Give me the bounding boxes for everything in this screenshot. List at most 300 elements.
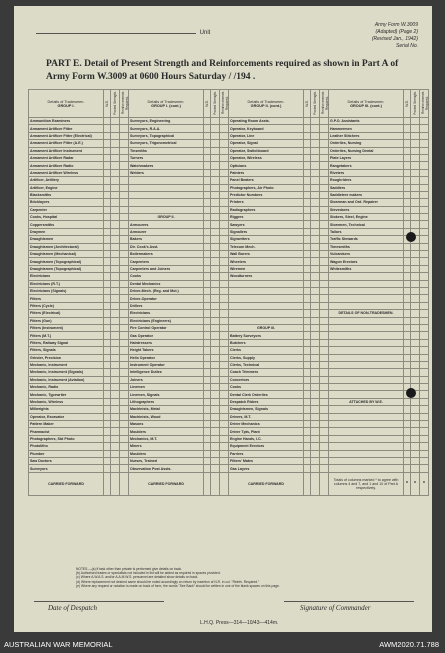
- entry-cell[interactable]: [104, 302, 111, 309]
- entry-cell[interactable]: [211, 169, 220, 176]
- entry-cell[interactable]: [320, 162, 329, 169]
- entry-cell[interactable]: [404, 435, 411, 442]
- entry-cell[interactable]: [320, 391, 329, 398]
- entry-cell[interactable]: [420, 125, 429, 132]
- entry-cell[interactable]: [304, 435, 311, 442]
- entry-cell[interactable]: [211, 228, 220, 235]
- entry-cell[interactable]: [104, 310, 111, 317]
- entry-cell[interactable]: [411, 339, 420, 346]
- entry-cell[interactable]: [411, 310, 420, 317]
- entry-cell[interactable]: [311, 398, 320, 405]
- entry-cell[interactable]: [111, 140, 120, 147]
- entry-cell[interactable]: [211, 199, 220, 206]
- entry-cell[interactable]: [120, 317, 129, 324]
- entry-cell[interactable]: [420, 413, 429, 420]
- entry-cell[interactable]: [411, 199, 420, 206]
- entry-cell[interactable]: [420, 354, 429, 361]
- entry-cell[interactable]: [120, 280, 129, 287]
- entry-cell[interactable]: [411, 457, 420, 464]
- entry-cell[interactable]: [411, 465, 420, 472]
- entry-cell[interactable]: [204, 295, 211, 302]
- entry-cell[interactable]: [320, 184, 329, 191]
- entry-cell[interactable]: [220, 265, 229, 272]
- entry-cell[interactable]: [420, 199, 429, 206]
- entry-cell[interactable]: [311, 457, 320, 464]
- entry-cell[interactable]: [204, 317, 211, 324]
- entry-cell[interactable]: [211, 273, 220, 280]
- entry-cell[interactable]: [220, 391, 229, 398]
- entry-cell[interactable]: [204, 206, 211, 213]
- entry-cell[interactable]: [220, 206, 229, 213]
- entry-cell[interactable]: [211, 317, 220, 324]
- entry-cell[interactable]: [120, 406, 129, 413]
- entry-cell[interactable]: [404, 421, 411, 428]
- entry-cell[interactable]: [311, 339, 320, 346]
- entry-cell[interactable]: [220, 169, 229, 176]
- entry-cell[interactable]: [411, 295, 420, 302]
- entry-cell[interactable]: [304, 295, 311, 302]
- entry-cell[interactable]: [311, 162, 320, 169]
- entry-cell[interactable]: [420, 169, 429, 176]
- entry-cell[interactable]: [211, 177, 220, 184]
- entry-cell[interactable]: [220, 147, 229, 154]
- entry-cell[interactable]: [420, 118, 429, 125]
- entry-cell[interactable]: [220, 162, 229, 169]
- entry-cell[interactable]: [204, 258, 211, 265]
- entry-cell[interactable]: [311, 169, 320, 176]
- entry-cell[interactable]: [404, 251, 411, 258]
- entry-cell[interactable]: [311, 347, 320, 354]
- entry-cell[interactable]: [111, 332, 120, 339]
- entry-cell[interactable]: [111, 221, 120, 228]
- entry-cell[interactable]: [311, 465, 320, 472]
- entry-cell[interactable]: [211, 347, 220, 354]
- entry-cell[interactable]: [204, 140, 211, 147]
- entry-cell[interactable]: [120, 384, 129, 391]
- entry-cell[interactable]: [311, 376, 320, 383]
- entry-cell[interactable]: [411, 184, 420, 191]
- entry-cell[interactable]: [420, 391, 429, 398]
- entry-cell[interactable]: [304, 465, 311, 472]
- entry-cell[interactable]: [111, 324, 120, 331]
- entry-cell[interactable]: [420, 214, 429, 221]
- entry-cell[interactable]: [304, 324, 311, 331]
- entry-cell[interactable]: [404, 317, 411, 324]
- entry-cell[interactable]: [104, 465, 111, 472]
- entry-cell[interactable]: [220, 177, 229, 184]
- entry-cell[interactable]: [211, 221, 220, 228]
- entry-cell[interactable]: [404, 243, 411, 250]
- entry-cell[interactable]: [111, 317, 120, 324]
- entry-cell[interactable]: [404, 406, 411, 413]
- entry-cell[interactable]: [304, 361, 311, 368]
- entry-cell[interactable]: [204, 443, 211, 450]
- entry-cell[interactable]: [220, 228, 229, 235]
- entry-cell[interactable]: [211, 450, 220, 457]
- entry-cell[interactable]: [420, 273, 429, 280]
- entry-cell[interactable]: [204, 384, 211, 391]
- entry-cell[interactable]: [220, 199, 229, 206]
- entry-cell[interactable]: [420, 132, 429, 139]
- entry-cell[interactable]: [120, 413, 129, 420]
- entry-cell[interactable]: [320, 324, 329, 331]
- entry-cell[interactable]: [120, 206, 129, 213]
- entry-cell[interactable]: [304, 391, 311, 398]
- entry-cell[interactable]: [120, 273, 129, 280]
- entry-cell[interactable]: [211, 465, 220, 472]
- entry-cell[interactable]: [411, 162, 420, 169]
- entry-cell[interactable]: [404, 162, 411, 169]
- entry-cell[interactable]: [220, 154, 229, 161]
- entry-cell[interactable]: [104, 243, 111, 250]
- entry-cell[interactable]: [111, 273, 120, 280]
- entry-cell[interactable]: [211, 421, 220, 428]
- entry-cell[interactable]: [104, 132, 111, 139]
- entry-cell[interactable]: [404, 147, 411, 154]
- entry-cell[interactable]: [111, 154, 120, 161]
- entry-cell[interactable]: [204, 354, 211, 361]
- entry-cell[interactable]: [404, 361, 411, 368]
- entry-cell[interactable]: [120, 332, 129, 339]
- entry-cell[interactable]: [304, 347, 311, 354]
- entry-cell[interactable]: [411, 347, 420, 354]
- entry-cell[interactable]: [220, 369, 229, 376]
- entry-cell[interactable]: [320, 147, 329, 154]
- entry-cell[interactable]: [211, 206, 220, 213]
- entry-cell[interactable]: [404, 140, 411, 147]
- entry-cell[interactable]: [220, 287, 229, 294]
- entry-cell[interactable]: [220, 324, 229, 331]
- entry-cell[interactable]: [320, 421, 329, 428]
- entry-cell[interactable]: [111, 413, 120, 420]
- entry-cell[interactable]: [104, 347, 111, 354]
- entry-cell[interactable]: [111, 465, 120, 472]
- entry-cell[interactable]: [304, 302, 311, 309]
- entry-cell[interactable]: [204, 154, 211, 161]
- entry-cell[interactable]: [120, 125, 129, 132]
- entry-cell[interactable]: [320, 236, 329, 243]
- entry-cell[interactable]: [311, 132, 320, 139]
- entry-cell[interactable]: [111, 450, 120, 457]
- entry-cell[interactable]: [311, 125, 320, 132]
- entry-cell[interactable]: [211, 251, 220, 258]
- entry-cell[interactable]: [120, 398, 129, 405]
- entry-cell[interactable]: [411, 265, 420, 272]
- entry-cell[interactable]: [220, 457, 229, 464]
- entry-cell[interactable]: [111, 295, 120, 302]
- entry-cell[interactable]: [120, 472, 129, 495]
- entry-cell[interactable]: [411, 406, 420, 413]
- entry-cell[interactable]: [104, 221, 111, 228]
- entry-cell[interactable]: [320, 413, 329, 420]
- entry-cell[interactable]: [211, 280, 220, 287]
- entry-cell[interactable]: [111, 206, 120, 213]
- entry-cell[interactable]: [311, 280, 320, 287]
- entry-cell[interactable]: [104, 443, 111, 450]
- entry-cell[interactable]: [311, 406, 320, 413]
- entry-cell[interactable]: [404, 221, 411, 228]
- entry-cell[interactable]: [320, 384, 329, 391]
- entry-cell[interactable]: [111, 398, 120, 405]
- entry-cell[interactable]: [304, 472, 311, 495]
- entry-cell[interactable]: [111, 280, 120, 287]
- entry-cell[interactable]: [404, 287, 411, 294]
- entry-cell[interactable]: [204, 324, 211, 331]
- entry-cell[interactable]: [420, 221, 429, 228]
- entry-cell[interactable]: [104, 421, 111, 428]
- entry-cell[interactable]: [204, 398, 211, 405]
- entry-cell[interactable]: [220, 421, 229, 428]
- entry-cell[interactable]: [420, 236, 429, 243]
- entry-cell[interactable]: [111, 443, 120, 450]
- entry-cell[interactable]: [111, 354, 120, 361]
- entry-cell[interactable]: [404, 465, 411, 472]
- entry-cell[interactable]: [304, 140, 311, 147]
- entry-cell[interactable]: [111, 199, 120, 206]
- entry-cell[interactable]: [404, 206, 411, 213]
- entry-cell[interactable]: [104, 339, 111, 346]
- entry-cell[interactable]: [220, 273, 229, 280]
- entry-cell[interactable]: [420, 243, 429, 250]
- entry-cell[interactable]: [204, 391, 211, 398]
- entry-cell[interactable]: [204, 280, 211, 287]
- entry-cell[interactable]: [120, 361, 129, 368]
- entry-cell[interactable]: [204, 214, 211, 221]
- entry-cell[interactable]: [211, 354, 220, 361]
- entry-cell[interactable]: [304, 457, 311, 464]
- entry-cell[interactable]: [304, 132, 311, 139]
- entry-cell[interactable]: [111, 251, 120, 258]
- entry-cell[interactable]: [411, 332, 420, 339]
- entry-cell[interactable]: [411, 421, 420, 428]
- entry-cell[interactable]: [111, 406, 120, 413]
- entry-cell[interactable]: [204, 228, 211, 235]
- entry-cell[interactable]: [120, 310, 129, 317]
- entry-cell[interactable]: [304, 206, 311, 213]
- entry-cell[interactable]: [204, 406, 211, 413]
- entry-cell[interactable]: [211, 214, 220, 221]
- entry-cell[interactable]: [111, 302, 120, 309]
- entry-cell[interactable]: [420, 406, 429, 413]
- entry-cell[interactable]: [320, 265, 329, 272]
- entry-cell[interactable]: [211, 295, 220, 302]
- entry-cell[interactable]: [220, 140, 229, 147]
- entry-cell[interactable]: [211, 443, 220, 450]
- entry-cell[interactable]: [111, 384, 120, 391]
- entry-cell[interactable]: [320, 287, 329, 294]
- entry-cell[interactable]: [411, 214, 420, 221]
- entry-cell[interactable]: [204, 339, 211, 346]
- entry-cell[interactable]: [104, 413, 111, 420]
- entry-cell[interactable]: [411, 435, 420, 442]
- entry-cell[interactable]: [311, 295, 320, 302]
- entry-cell[interactable]: [220, 354, 229, 361]
- entry-cell[interactable]: [204, 347, 211, 354]
- entry-cell[interactable]: [304, 228, 311, 235]
- entry-cell[interactable]: [420, 332, 429, 339]
- entry-cell[interactable]: [311, 361, 320, 368]
- entry-cell[interactable]: [220, 280, 229, 287]
- entry-cell[interactable]: [420, 376, 429, 383]
- entry-cell[interactable]: [320, 273, 329, 280]
- entry-cell[interactable]: [411, 251, 420, 258]
- entry-cell[interactable]: [220, 184, 229, 191]
- entry-cell[interactable]: [304, 421, 311, 428]
- entry-cell[interactable]: [111, 118, 120, 125]
- entry-cell[interactable]: [220, 472, 229, 495]
- entry-cell[interactable]: [120, 339, 129, 346]
- entry-cell[interactable]: [404, 169, 411, 176]
- entry-cell[interactable]: [420, 310, 429, 317]
- entry-cell[interactable]: [211, 147, 220, 154]
- entry-cell[interactable]: [120, 465, 129, 472]
- entry-cell[interactable]: [104, 295, 111, 302]
- entry-cell[interactable]: [320, 472, 329, 495]
- entry-cell[interactable]: [320, 354, 329, 361]
- entry-cell[interactable]: [311, 251, 320, 258]
- entry-cell[interactable]: [204, 310, 211, 317]
- entry-cell[interactable]: [220, 191, 229, 198]
- entry-cell[interactable]: [420, 206, 429, 213]
- entry-cell[interactable]: [120, 251, 129, 258]
- entry-cell[interactable]: [104, 287, 111, 294]
- entry-cell[interactable]: [204, 118, 211, 125]
- entry-cell[interactable]: [211, 310, 220, 317]
- entry-cell[interactable]: [320, 118, 329, 125]
- entry-cell[interactable]: [420, 421, 429, 428]
- entry-cell[interactable]: [404, 280, 411, 287]
- entry-cell[interactable]: [320, 221, 329, 228]
- entry-cell[interactable]: [411, 177, 420, 184]
- entry-cell[interactable]: [211, 413, 220, 420]
- entry-cell[interactable]: [320, 251, 329, 258]
- entry-cell[interactable]: [104, 369, 111, 376]
- entry-cell[interactable]: [304, 258, 311, 265]
- entry-cell[interactable]: [204, 361, 211, 368]
- entry-cell[interactable]: [104, 214, 111, 221]
- entry-cell[interactable]: [104, 162, 111, 169]
- entry-cell[interactable]: [411, 258, 420, 265]
- entry-cell[interactable]: [204, 162, 211, 169]
- entry-cell[interactable]: [211, 398, 220, 405]
- entry-cell[interactable]: [104, 236, 111, 243]
- entry-cell[interactable]: [311, 118, 320, 125]
- entry-cell[interactable]: [120, 147, 129, 154]
- entry-cell[interactable]: [304, 169, 311, 176]
- entry-cell[interactable]: [311, 369, 320, 376]
- entry-cell[interactable]: [420, 184, 429, 191]
- entry-cell[interactable]: [320, 369, 329, 376]
- entry-cell[interactable]: [120, 132, 129, 139]
- entry-cell[interactable]: [411, 125, 420, 132]
- entry-cell[interactable]: [320, 310, 329, 317]
- entry-cell[interactable]: [211, 361, 220, 368]
- entry-cell[interactable]: [304, 398, 311, 405]
- entry-cell[interactable]: [320, 435, 329, 442]
- entry-cell[interactable]: [320, 457, 329, 464]
- entry-cell[interactable]: [404, 332, 411, 339]
- entry-cell[interactable]: [111, 287, 120, 294]
- entry-cell[interactable]: [104, 376, 111, 383]
- entry-cell[interactable]: [111, 162, 120, 169]
- entry-cell[interactable]: [311, 184, 320, 191]
- entry-cell[interactable]: [204, 184, 211, 191]
- entry-cell[interactable]: [420, 258, 429, 265]
- entry-cell[interactable]: [204, 221, 211, 228]
- entry-cell[interactable]: [104, 324, 111, 331]
- entry-cell[interactable]: [211, 391, 220, 398]
- entry-cell[interactable]: [211, 184, 220, 191]
- entry-cell[interactable]: [420, 450, 429, 457]
- entry-cell[interactable]: [320, 465, 329, 472]
- entry-cell[interactable]: [404, 118, 411, 125]
- entry-cell[interactable]: [120, 302, 129, 309]
- entry-cell[interactable]: [320, 347, 329, 354]
- entry-cell[interactable]: [420, 302, 429, 309]
- entry-cell[interactable]: [311, 435, 320, 442]
- entry-cell[interactable]: [311, 413, 320, 420]
- entry-cell[interactable]: [411, 132, 420, 139]
- entry-cell[interactable]: [120, 435, 129, 442]
- entry-cell[interactable]: [204, 177, 211, 184]
- entry-cell[interactable]: [404, 369, 411, 376]
- entry-cell[interactable]: [111, 228, 120, 235]
- entry-cell[interactable]: [204, 332, 211, 339]
- entry-cell[interactable]: [120, 118, 129, 125]
- entry-cell[interactable]: [411, 154, 420, 161]
- entry-cell[interactable]: [220, 465, 229, 472]
- entry-cell[interactable]: [211, 132, 220, 139]
- entry-cell[interactable]: [220, 347, 229, 354]
- entry-cell[interactable]: [311, 391, 320, 398]
- entry-cell[interactable]: [311, 258, 320, 265]
- entry-cell[interactable]: [320, 332, 329, 339]
- entry-cell[interactable]: [104, 472, 111, 495]
- entry-cell[interactable]: [120, 243, 129, 250]
- entry-cell[interactable]: [311, 140, 320, 147]
- entry-cell[interactable]: [204, 199, 211, 206]
- entry-cell[interactable]: [311, 287, 320, 294]
- entry-cell[interactable]: [411, 221, 420, 228]
- entry-cell[interactable]: [220, 243, 229, 250]
- entry-cell[interactable]: [220, 132, 229, 139]
- entry-cell[interactable]: [104, 118, 111, 125]
- entry-cell[interactable]: [204, 428, 211, 435]
- entry-cell[interactable]: [420, 465, 429, 472]
- entry-cell[interactable]: [104, 317, 111, 324]
- entry-cell[interactable]: [304, 332, 311, 339]
- entry-cell[interactable]: [411, 428, 420, 435]
- entry-cell[interactable]: [104, 398, 111, 405]
- entry-cell[interactable]: [120, 221, 129, 228]
- entry-cell[interactable]: [120, 443, 129, 450]
- entry-cell[interactable]: [320, 317, 329, 324]
- entry-cell[interactable]: [104, 125, 111, 132]
- entry-cell[interactable]: [120, 169, 129, 176]
- entry-cell[interactable]: [404, 265, 411, 272]
- entry-cell[interactable]: [304, 317, 311, 324]
- entry-cell[interactable]: [320, 443, 329, 450]
- entry-cell[interactable]: [320, 376, 329, 383]
- entry-cell[interactable]: [311, 191, 320, 198]
- entry-cell[interactable]: [104, 273, 111, 280]
- entry-cell[interactable]: [220, 118, 229, 125]
- entry-cell[interactable]: [104, 265, 111, 272]
- entry-cell[interactable]: [211, 265, 220, 272]
- entry-cell[interactable]: [304, 184, 311, 191]
- entry-cell[interactable]: [420, 295, 429, 302]
- entry-cell[interactable]: [111, 191, 120, 198]
